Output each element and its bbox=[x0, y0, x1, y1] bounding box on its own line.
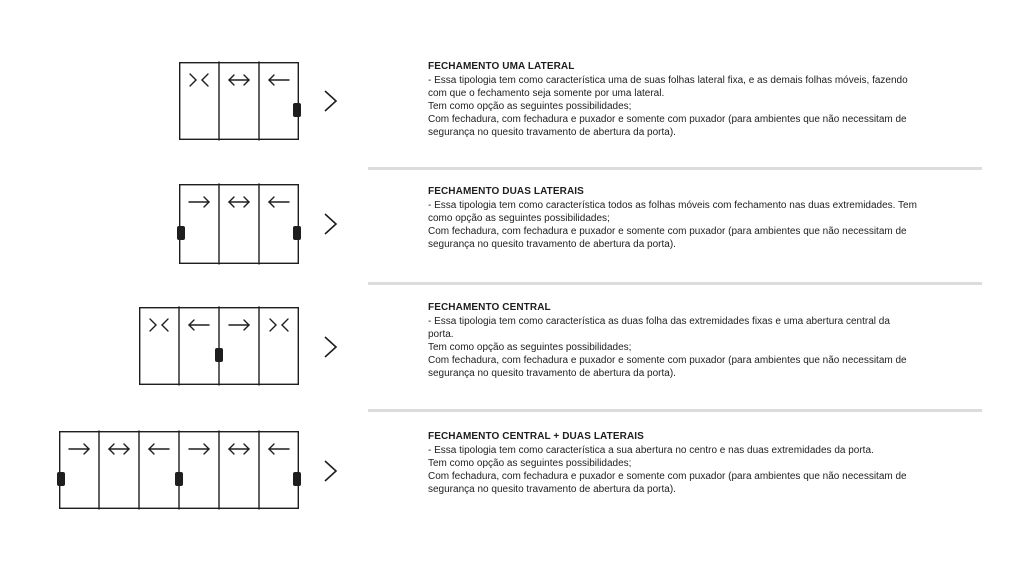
section-line: com que o fechamento seja somente por uma lateral. bbox=[428, 88, 665, 99]
section-line: - Essa tipologia tem como característica uma de suas folhas lateral fixa, e as demais folhas móveis, fazendo bbox=[428, 75, 908, 86]
section-line: segurança no quesito travamento de abertura da porta). bbox=[428, 368, 676, 379]
panel-both-icon bbox=[229, 197, 249, 207]
section-line: Tem como opção as seguintes possibilidades; bbox=[428, 458, 632, 469]
next-chevron-icon[interactable] bbox=[318, 332, 342, 362]
section-line: Tem como opção as seguintes possibilidades; bbox=[428, 342, 632, 353]
panel-fixed-icon bbox=[150, 319, 168, 331]
section-text bbox=[428, 60, 988, 139]
section-line: Com fechadura, com fechadura e puxador e somente com puxador (para ambientes que não necessitam de bbox=[428, 355, 907, 366]
next-chevron-icon[interactable] bbox=[318, 209, 342, 239]
panel-fixed-icon bbox=[190, 74, 208, 86]
section-title: FECHAMENTO CENTRAL + DUAS LATERAIS bbox=[428, 431, 644, 442]
door-diagram bbox=[59, 431, 299, 509]
door-diagram bbox=[179, 184, 299, 264]
panel-both-icon bbox=[109, 444, 129, 454]
section-line: segurança no quesito travamento de abertura da porta). bbox=[428, 239, 676, 250]
section-divider bbox=[368, 409, 982, 412]
door-diagram bbox=[179, 62, 299, 140]
panel-left-icon bbox=[269, 444, 289, 454]
lock-left-icon bbox=[57, 472, 65, 486]
section-line: Com fechadura, com fechadura e puxador e somente com puxador (para ambientes que não necessitam de bbox=[428, 226, 907, 237]
section-title: FECHAMENTO CENTRAL bbox=[428, 302, 551, 313]
section-line: - Essa tipologia tem como característica todos as folhas móveis com fechamento nas duas extremidades. Tem bbox=[428, 200, 917, 211]
panel-left-icon bbox=[189, 320, 209, 330]
panel-left-icon bbox=[269, 75, 289, 85]
panel-both-icon bbox=[229, 444, 249, 454]
section-line: - Essa tipologia tem como característica a sua abertura no centro e nas duas extremidades da porta. bbox=[428, 445, 874, 456]
section-line: - Essa tipologia tem como característica as duas folha das extremidades fixas e uma abertura central da bbox=[428, 316, 890, 327]
section-line: Tem como opção as seguintes possibilidades; bbox=[428, 101, 632, 112]
lock-right-icon bbox=[293, 472, 301, 486]
panel-left-icon bbox=[149, 444, 169, 454]
panel-right-icon bbox=[69, 444, 89, 454]
panel-both-icon bbox=[229, 75, 249, 85]
lock-left-icon bbox=[177, 226, 185, 240]
section-line: porta. bbox=[428, 329, 454, 340]
section-line: Com fechadura, com fechadura e puxador e somente com puxador (para ambientes que não necessitam de bbox=[428, 114, 907, 125]
section-text bbox=[428, 185, 988, 251]
section-divider bbox=[368, 167, 982, 170]
section-line: Com fechadura, com fechadura e puxador e somente com puxador (para ambientes que não necessitam de bbox=[428, 471, 907, 482]
section-divider bbox=[368, 282, 982, 285]
door-diagram bbox=[139, 307, 299, 385]
section-line: como opção as seguintes possibilidades; bbox=[428, 213, 610, 224]
section-text bbox=[428, 301, 988, 380]
section-title: FECHAMENTO UMA LATERAL bbox=[428, 61, 575, 72]
lock-center-icon bbox=[175, 472, 183, 486]
lock-right-icon bbox=[293, 103, 301, 117]
section-text bbox=[428, 430, 988, 496]
panel-right-icon bbox=[189, 197, 209, 207]
section-title: FECHAMENTO DUAS LATERAIS bbox=[428, 186, 584, 197]
panel-fixed-icon bbox=[270, 319, 288, 331]
section-line: segurança no quesito travamento de abertura da porta). bbox=[428, 127, 676, 138]
door-frame bbox=[180, 63, 299, 140]
panel-right-icon bbox=[229, 320, 249, 330]
section-line: segurança no quesito travamento de abertura da porta). bbox=[428, 484, 676, 495]
next-chevron-icon[interactable] bbox=[318, 86, 342, 116]
lock-center-icon bbox=[215, 348, 223, 362]
lock-right-icon bbox=[293, 226, 301, 240]
next-chevron-icon[interactable] bbox=[318, 456, 342, 486]
door-frame bbox=[180, 185, 299, 264]
panel-right-icon bbox=[189, 444, 209, 454]
panel-left-icon bbox=[269, 197, 289, 207]
